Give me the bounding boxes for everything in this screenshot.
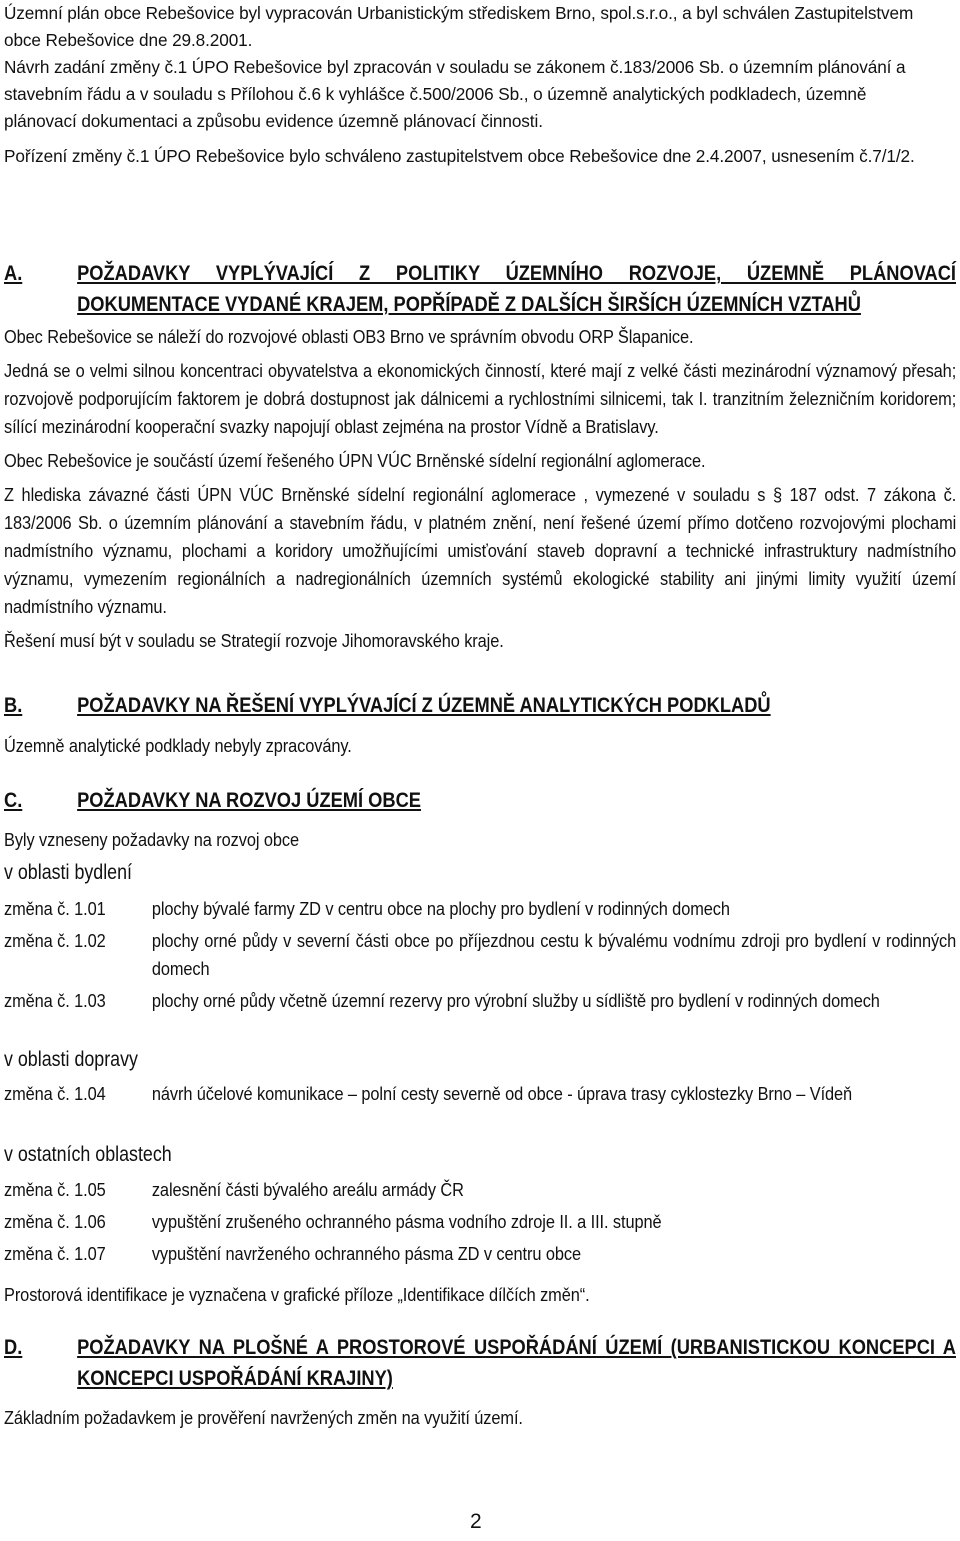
intro-paragraph-procurement: Pořízení změny č.1 ÚPO Rebešovice bylo schváleno zastupitelstvem obce Rebešovice dne 2.4.2007, usnesením č.7/1/2.: [4, 146, 915, 166]
intro-paragraph-draft: Návrh zadání změny č.1 ÚPO Rebešovice byl zpracován v souladu se zákonem č.183/2006 Sb. o územním plánování a stavebním řádu a v souladu s Přílohou č.6 k vyhlášce č.500/2006 Sb., o územně analytických podkladech, územně plánovací dokumentaci a způsobu evidence územně plánovací činnosti.: [4, 57, 906, 131]
section-b-title: POŽADAVKY NA ŘEŠENÍ VYPLÝVAJÍCÍ Z ÚZEMNĚ ANALYTICKÝCH PODKLADŮ: [77, 693, 771, 717]
change-item: [4, 1176, 956, 1204]
transport-subheading: v oblasti dopravy: [4, 1048, 138, 1071]
section-c-closing-paragraph: Prostorová identifikace je vyznačena v grafické příloze „Identifikace dílčích změn“.: [4, 1284, 590, 1305]
change-code: změna č. 1.06: [4, 1211, 106, 1232]
section-c-paragraph-1: Byly vzneseny požadavky na rozvoj obce: [4, 829, 299, 850]
change-description: vypuštění zrušeného ochranného pásma vodního zdroje II. a III. stupně: [151, 1211, 662, 1232]
housing-subheading: v oblasti bydlení: [4, 861, 133, 884]
change-code: změna č. 1.01: [4, 898, 106, 919]
section-b-body: [4, 732, 956, 760]
change-code: změna č. 1.04: [4, 1083, 106, 1104]
page-number: 2: [470, 1510, 482, 1533]
change-item: [4, 1208, 956, 1236]
section-c-body: [4, 826, 956, 854]
section-d-heading: [4, 1332, 956, 1394]
section-d-body: [4, 1404, 956, 1432]
intro-block: [4, 0, 934, 170]
section-a-body: [4, 323, 956, 655]
housing-change-list: [4, 895, 956, 1015]
section-a-paragraph-2: Jedná se o velmi silnou koncentraci obyvatelstva a ekonomických činností, které mají z velké části mezinárodní významový přesah; rozvojově podporujícím faktorem je dobrá dostupnost jak dálnicemi a rychlostními silnicemi, tak I. tranzitním železničním koridorem; sílící mezinárodní kooperační svazky napojují oblast zejména na prostor Vídně a Bratislavy.: [4, 360, 957, 437]
section-a-heading: [4, 258, 956, 320]
change-item: [4, 987, 956, 1015]
change-item: [4, 927, 956, 983]
change-description: plochy bývalé farmy ZD v centru obce na plochy pro bydlení v rodinných domech: [151, 898, 730, 919]
section-a-paragraph-4: Z hlediska závazné části ÚPN VÚC Brněnské sídelní regionální aglomerace , vymezené v souladu s § 187 odst. 7 zákona č. 183/2006 Sb. o územním plánování a stavebním řádu, v platném znění, není řešené území přímo dotčeno rozvojovými plochami nadmístního významu, plochami a koridory umožňujícími umisťování staveb dopravní a technické infrastruktury nadmístního významu, vymezením regionálních a nadregionálních územních systémů ekologické stability ani jinými limity využití území nadmístního významu.: [4, 484, 957, 617]
change-item: [4, 1080, 956, 1108]
section-c-letter: C.: [4, 788, 23, 812]
section-a-title: POŽADAVKY VYPLÝVAJÍCÍ Z POLITIKY ÚZEMNÍHO ROZVOJE, ÚZEMNĚ PLÁNOVACÍ DOKUMENTACE VYDANÉ KRAJEM, POPŘÍPADĚ Z DALŠÍCH ŠIRŠÍCH ÚZEMNÍCH VZTAHŮ: [77, 261, 957, 316]
change-item: [4, 1240, 956, 1268]
section-d-letter: D.: [4, 1335, 23, 1359]
section-b-heading: [4, 690, 956, 721]
change-description: plochy orné půdy včetně územní rezervy pro výrobní služby u sídliště pro bydlení v rodinných domech: [151, 990, 880, 1011]
section-a-letter: A.: [4, 261, 23, 285]
change-description: zalesnění části bývalého areálu armády ČR: [151, 1179, 464, 1200]
change-code: změna č. 1.03: [4, 990, 106, 1011]
transport-change-list: [4, 1080, 956, 1108]
spatial-identification-note: [4, 1281, 956, 1309]
section-c-title: POŽADAVKY NA ROZVOJ ÚZEMÍ OBCE: [77, 788, 421, 812]
section-a-paragraph-3: Obec Rebešovice je součástí území řešeného ÚPN VÚC Brněnské sídelní regionální aglomerace.: [4, 450, 706, 471]
section-b-letter: B.: [4, 693, 23, 717]
change-item: [4, 895, 956, 923]
change-code: změna č. 1.07: [4, 1243, 106, 1264]
section-d-paragraph-1: Základním požadavkem je prověření navržených změn na využití území.: [4, 1407, 523, 1428]
change-code: změna č. 1.02: [4, 930, 106, 951]
other-change-list: [4, 1176, 956, 1268]
change-description: plochy orné půdy v severní části obce po příjezdnou cestu k bývalému vodnímu zdroji pro bydlení v rodinných domech: [151, 930, 957, 979]
other-areas-subheading: v ostatních oblastech: [4, 1143, 172, 1166]
change-description: vypuštění navrženého ochranného pásma ZD v centru obce: [151, 1243, 581, 1264]
intro-paragraph-approval: Územní plán obce Rebešovice byl vypracován Urbanistickým střediskem Brno, spol.s.r.o., a byl schválen Zastupitelstvem obce Rebešovice dne 29.8.2001.: [4, 3, 914, 50]
change-description: návrh účelové komunikace – polní cesty severně od obce - úprava trasy cyklostezky Brno – Vídeň: [151, 1083, 853, 1104]
change-code: změna č. 1.05: [4, 1179, 106, 1200]
section-c-heading: [4, 785, 956, 816]
section-d-title: POŽADAVKY NA PLOŠNÉ A PROSTOROVÉ USPOŘÁDÁNÍ ÚZEMÍ (URBANISTICKOU KONCEPCI A KONCEPCI USPOŘÁDÁNÍ KRAJINY): [77, 1335, 957, 1390]
section-b-paragraph-1: Územně analytické podklady nebyly zpracovány.: [4, 735, 352, 756]
section-a-paragraph-5: Řešení musí být v souladu se Strategií rozvoje Jihomoravského kraje.: [4, 630, 504, 651]
section-a-paragraph-1: Obec Rebešovice se náleží do rozvojové oblasti OB3 Brno ve správním obvodu ORP Šlapanice.: [4, 326, 694, 347]
